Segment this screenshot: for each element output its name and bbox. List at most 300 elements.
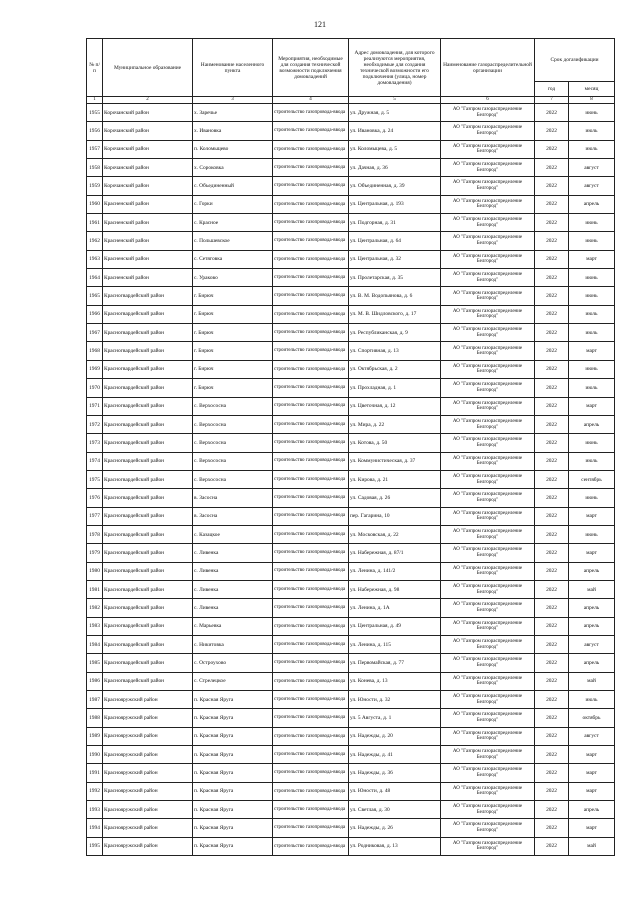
table-body (87, 104, 615, 856)
address-cell: ул. Московская, д. 22 (349, 525, 441, 543)
settlement-cell: с. Верхососна (193, 452, 273, 470)
settlement-cell: п. Красная Яруга (193, 691, 273, 709)
year-cell: 2022 (535, 580, 569, 598)
table-row (87, 305, 615, 323)
org-cell: АО "Газпром газораспределение Белгород" (441, 342, 535, 360)
org-cell: АО "Газпром газораспределение Белгород" (441, 159, 535, 177)
works-cell: строительство газопровода-ввода (273, 287, 349, 305)
address-cell: ул. Ленина, д. 141/2 (349, 562, 441, 580)
settlement-cell: с. Ливенка (193, 580, 273, 598)
table-row (87, 489, 615, 507)
settlement-cell: с. Марьевка (193, 617, 273, 635)
column-number: 4 (273, 97, 349, 104)
row-number: 1955 (87, 104, 103, 122)
municipality-cell: Красногвардейский район (103, 452, 193, 470)
address-cell: ул. Подгорная, д. 31 (349, 214, 441, 232)
header-deadline: Срок догазификации (535, 39, 615, 82)
table-row (87, 782, 615, 800)
org-cell: АО "Газпром газораспределение Белгород" (441, 801, 535, 819)
works-cell: строительство газопровода-ввода (273, 104, 349, 122)
address-cell: ул. Светлая, д. 30 (349, 801, 441, 819)
municipality-cell: Краснояружский район (103, 709, 193, 727)
row-number: 1992 (87, 782, 103, 800)
works-cell: строительство газопровода-ввода (273, 379, 349, 397)
settlement-cell: с. Верхососна (193, 434, 273, 452)
month-cell: июль (569, 691, 615, 709)
month-cell: июль (569, 305, 615, 323)
municipality-cell: Красненский район (103, 250, 193, 268)
org-cell: АО "Газпром газораспределение Белгород" (441, 654, 535, 672)
month-cell: август (569, 727, 615, 745)
municipality-cell: Красногвардейский район (103, 544, 193, 562)
settlement-cell: с. Горки (193, 195, 273, 213)
month-cell: апрель (569, 415, 615, 433)
table-row (87, 635, 615, 653)
org-cell: АО "Газпром газораспределение Белгород" (441, 562, 535, 580)
settlement-cell: с. Остроухово (193, 654, 273, 672)
address-cell: ул. Центральная, д. 49 (349, 617, 441, 635)
table-row (87, 617, 615, 635)
header-works: Мероприятия, необходимые для создания технической возможности подключения домовладений (273, 39, 349, 97)
works-cell: строительство газопровода-ввода (273, 782, 349, 800)
org-cell: АО "Газпром газораспределение Белгород" (441, 177, 535, 195)
settlement-cell: г. Бирюч (193, 342, 273, 360)
page-number: 121 (314, 20, 326, 29)
org-cell: АО "Газпром газораспределение Белгород" (441, 140, 535, 158)
works-cell: строительство газопровода-ввода (273, 525, 349, 543)
settlement-cell: г. Бирюч (193, 287, 273, 305)
org-cell: АО "Газпром газораспределение Белгород" (441, 250, 535, 268)
settlement-cell: в. Засосна (193, 489, 273, 507)
org-cell: АО "Газпром газораспределение Белгород" (441, 746, 535, 764)
table-row (87, 580, 615, 598)
header-address: Адрес домовладения, для которого реализуются мероприятия, необходимые для создания технической возможности его подключения (улица, номер домовладения) (349, 39, 441, 97)
year-cell: 2022 (535, 507, 569, 525)
month-cell: сентябрь (569, 470, 615, 488)
address-cell: ул. Ленина, д. 115 (349, 635, 441, 653)
month-cell: март (569, 782, 615, 800)
table-row (87, 691, 615, 709)
year-cell: 2022 (535, 122, 569, 140)
gasification-table (86, 38, 615, 856)
works-cell: строительство газопровода-ввода (273, 140, 349, 158)
year-cell: 2022 (535, 489, 569, 507)
org-cell: АО "Газпром газораспределение Белгород" (441, 360, 535, 378)
municipality-cell: Красненский район (103, 232, 193, 250)
address-cell: ул. Центральная, д. 193 (349, 195, 441, 213)
table-row (87, 819, 615, 837)
year-cell: 2022 (535, 617, 569, 635)
works-cell: строительство газопровода-ввода (273, 599, 349, 617)
works-cell: строительство газопровода-ввода (273, 360, 349, 378)
settlement-cell: с. Верхососна (193, 397, 273, 415)
month-cell: апрель (569, 654, 615, 672)
address-cell: ул. Надежды, д. 36 (349, 764, 441, 782)
works-cell: строительство газопровода-ввода (273, 837, 349, 855)
header-num: № п/п (87, 39, 103, 97)
table-row (87, 470, 615, 488)
municipality-cell: Корочанский район (103, 159, 193, 177)
column-number-row (87, 97, 615, 104)
org-cell: АО "Газпром газораспределение Белгород" (441, 104, 535, 122)
municipality-cell: Красногвардейский район (103, 489, 193, 507)
municipality-cell: Корочанский район (103, 140, 193, 158)
municipality-cell: Красногвардейский район (103, 360, 193, 378)
settlement-cell: с. Польшевское (193, 232, 273, 250)
settlement-cell: п. Красная Яруга (193, 782, 273, 800)
works-cell: строительство газопровода-ввода (273, 507, 349, 525)
row-number: 1987 (87, 691, 103, 709)
row-number: 1965 (87, 287, 103, 305)
month-cell: июль (569, 379, 615, 397)
table-row (87, 140, 615, 158)
municipality-cell: Красненский район (103, 214, 193, 232)
row-number: 1957 (87, 140, 103, 158)
month-cell: июль (569, 324, 615, 342)
address-cell: ул. Дачная, д. 36 (349, 159, 441, 177)
works-cell: строительство газопровода-ввода (273, 691, 349, 709)
table-row (87, 727, 615, 745)
org-cell: АО "Газпром газораспределение Белгород" (441, 837, 535, 855)
address-cell: ул. Республиканская, д. 9 (349, 324, 441, 342)
month-cell: июль (569, 452, 615, 470)
month-cell: март (569, 342, 615, 360)
works-cell: строительство газопровода-ввода (273, 305, 349, 323)
municipality-cell: Красногвардейский район (103, 672, 193, 690)
works-cell: строительство газопровода-ввода (273, 177, 349, 195)
month-cell: март (569, 746, 615, 764)
works-cell: строительство газопровода-ввода (273, 324, 349, 342)
address-cell: ул. Надежды, д. 26 (349, 819, 441, 837)
settlement-cell: с. Ливенка (193, 562, 273, 580)
year-cell: 2022 (535, 177, 569, 195)
address-cell: ул. Первомайская, д. 77 (349, 654, 441, 672)
year-cell: 2022 (535, 672, 569, 690)
month-cell: июнь (569, 525, 615, 543)
table-row (87, 764, 615, 782)
address-cell: ул. Юности, д. 48 (349, 782, 441, 800)
year-cell: 2022 (535, 837, 569, 855)
row-number: 1981 (87, 580, 103, 598)
settlement-cell: г. Бирюч (193, 305, 273, 323)
works-cell: строительство газопровода-ввода (273, 580, 349, 598)
year-cell: 2022 (535, 214, 569, 232)
works-cell: строительство газопровода-ввода (273, 562, 349, 580)
org-cell: АО "Газпром газораспределение Белгород" (441, 470, 535, 488)
municipality-cell: Красненский район (103, 269, 193, 287)
settlement-cell: п. Красная Яруга (193, 801, 273, 819)
column-number: 7 (535, 97, 569, 104)
table-row (87, 360, 615, 378)
settlement-cell: с. Объединенный (193, 177, 273, 195)
address-cell: ул. Октябрьская, д. 2 (349, 360, 441, 378)
column-number: 8 (569, 97, 615, 104)
municipality-cell: Красногвардейский район (103, 415, 193, 433)
row-number: 1978 (87, 525, 103, 543)
works-cell: строительство газопровода-ввода (273, 746, 349, 764)
month-cell: июль (569, 122, 615, 140)
row-number: 1977 (87, 507, 103, 525)
works-cell: строительство газопровода-ввода (273, 709, 349, 727)
year-cell: 2022 (535, 801, 569, 819)
works-cell: строительство газопровода-ввода (273, 415, 349, 433)
municipality-cell: Корочанский район (103, 104, 193, 122)
year-cell: 2022 (535, 709, 569, 727)
org-cell: АО "Газпром газораспределение Белгород" (441, 525, 535, 543)
municipality-cell: Красногвардейский район (103, 654, 193, 672)
municipality-cell: Краснояружский район (103, 691, 193, 709)
works-cell: строительство газопровода-ввода (273, 250, 349, 268)
year-cell: 2022 (535, 764, 569, 782)
year-cell: 2022 (535, 104, 569, 122)
year-cell: 2022 (535, 250, 569, 268)
year-cell: 2022 (535, 342, 569, 360)
year-cell: 2022 (535, 782, 569, 800)
works-cell: строительство газопровода-ввода (273, 635, 349, 653)
settlement-cell: х. Ивановка (193, 122, 273, 140)
org-cell: АО "Газпром газораспределение Белгород" (441, 195, 535, 213)
column-number: 5 (349, 97, 441, 104)
municipality-cell: Красногвардейский район (103, 342, 193, 360)
settlement-cell: г. Бирюч (193, 379, 273, 397)
org-cell: АО "Газпром газораспределение Белгород" (441, 232, 535, 250)
column-number: 1 (87, 97, 103, 104)
municipality-cell: Красногвардейский район (103, 379, 193, 397)
settlement-cell: п. Красная Яруга (193, 709, 273, 727)
row-number: 1960 (87, 195, 103, 213)
municipality-cell: Краснояружский район (103, 801, 193, 819)
month-cell: апрель (569, 562, 615, 580)
municipality-cell: Корочанский район (103, 177, 193, 195)
month-cell: август (569, 159, 615, 177)
address-cell: ул. Ленина, д. 1А (349, 599, 441, 617)
municipality-cell: Краснояружский район (103, 727, 193, 745)
table-row (87, 159, 615, 177)
org-cell: АО "Газпром газораспределение Белгород" (441, 434, 535, 452)
table-row (87, 342, 615, 360)
row-number: 1967 (87, 324, 103, 342)
works-cell: строительство газопровода-ввода (273, 434, 349, 452)
address-cell: ул. Кирова, д. 21 (349, 470, 441, 488)
works-cell: строительство газопровода-ввода (273, 617, 349, 635)
address-cell: ул. Юности, д. 32 (349, 691, 441, 709)
municipality-cell: Красногвардейский район (103, 470, 193, 488)
address-cell: ул. Дружная, д. 5 (349, 104, 441, 122)
row-number: 1966 (87, 305, 103, 323)
year-cell: 2022 (535, 727, 569, 745)
settlement-cell: п. Красная Яруга (193, 819, 273, 837)
row-number: 1983 (87, 617, 103, 635)
municipality-cell: Краснояружский район (103, 764, 193, 782)
table-row (87, 801, 615, 819)
org-cell: АО "Газпром газораспределение Белгород" (441, 544, 535, 562)
org-cell: АО "Газпром газораспределение Белгород" (441, 599, 535, 617)
month-cell: июнь (569, 269, 615, 287)
org-cell: АО "Газпром газораспределение Белгород" (441, 379, 535, 397)
works-cell: строительство газопровода-ввода (273, 764, 349, 782)
address-cell: ул. Прохладная, д. 1 (349, 379, 441, 397)
row-number: 1962 (87, 232, 103, 250)
address-cell: пер. Гагарина, 10 (349, 507, 441, 525)
address-cell: ул. Набережная, д. 98 (349, 580, 441, 598)
row-number: 1986 (87, 672, 103, 690)
table-row (87, 324, 615, 342)
month-cell: март (569, 819, 615, 837)
works-cell: строительство газопровода-ввода (273, 819, 349, 837)
row-number: 1988 (87, 709, 103, 727)
settlement-cell: с. Ливенка (193, 599, 273, 617)
org-cell: АО "Газпром газораспределение Белгород" (441, 269, 535, 287)
address-cell: ул. Родниковая, д. 13 (349, 837, 441, 855)
address-cell: ул. 5 Августа, д. 1 (349, 709, 441, 727)
table-row (87, 434, 615, 452)
row-number: 1959 (87, 177, 103, 195)
row-number: 1972 (87, 415, 103, 433)
month-cell: май (569, 837, 615, 855)
month-cell: март (569, 250, 615, 268)
year-cell: 2022 (535, 470, 569, 488)
settlement-cell: с. Казацкое (193, 525, 273, 543)
table-row (87, 177, 615, 195)
month-cell: апрель (569, 599, 615, 617)
address-cell: ул. Конева, д. 13 (349, 672, 441, 690)
header-municipality: Муниципальное образование (103, 39, 193, 97)
works-cell: строительство газопровода-ввода (273, 470, 349, 488)
address-cell: ул. Спортивная, д. 13 (349, 342, 441, 360)
settlement-cell: с. Никитовка (193, 635, 273, 653)
org-cell: АО "Газпром газораспределение Белгород" (441, 415, 535, 433)
year-cell: 2022 (535, 415, 569, 433)
municipality-cell: Краснояружский район (103, 819, 193, 837)
row-number: 1993 (87, 801, 103, 819)
table-row (87, 122, 615, 140)
header-org: Наименование газораспределительной организации (441, 39, 535, 97)
year-cell: 2022 (535, 159, 569, 177)
row-number: 1979 (87, 544, 103, 562)
works-cell: строительство газопровода-ввода (273, 269, 349, 287)
address-cell: ул. Пролетарская, д. 35 (349, 269, 441, 287)
settlement-cell: с. Ураково (193, 269, 273, 287)
org-cell: АО "Газпром газораспределение Белгород" (441, 122, 535, 140)
org-cell: АО "Газпром газораспределение Белгород" (441, 397, 535, 415)
table-row (87, 654, 615, 672)
month-cell: июнь (569, 360, 615, 378)
municipality-cell: Красненский район (103, 195, 193, 213)
settlement-cell: п. Коломыцево (193, 140, 273, 158)
settlement-cell: г. Бирюч (193, 360, 273, 378)
works-cell: строительство газопровода-ввода (273, 727, 349, 745)
header-year: год (535, 82, 569, 97)
municipality-cell: Красногвардейский район (103, 287, 193, 305)
address-cell: ул. Надежды, д. 20 (349, 727, 441, 745)
works-cell: строительство газопровода-ввода (273, 489, 349, 507)
municipality-cell: Красногвардейский район (103, 617, 193, 635)
works-cell: строительство газопровода-ввода (273, 801, 349, 819)
row-number: 1976 (87, 489, 103, 507)
address-cell: ул. Надежды, д. 41 (349, 746, 441, 764)
org-cell: АО "Газпром газораспределение Белгород" (441, 287, 535, 305)
month-cell: август (569, 635, 615, 653)
org-cell: АО "Газпром газораспределение Белгород" (441, 691, 535, 709)
year-cell: 2022 (535, 525, 569, 543)
settlement-cell: г. Бирюч (193, 324, 273, 342)
table-row (87, 269, 615, 287)
month-cell: март (569, 544, 615, 562)
year-cell: 2022 (535, 195, 569, 213)
month-cell: май (569, 580, 615, 598)
table-header-row (87, 39, 615, 82)
month-cell: июль (569, 140, 615, 158)
settlement-cell: с. Красное (193, 214, 273, 232)
row-number: 1973 (87, 434, 103, 452)
table-row (87, 214, 615, 232)
table-row (87, 250, 615, 268)
org-cell: АО "Газпром газораспределение Белгород" (441, 580, 535, 598)
month-cell: июнь (569, 214, 615, 232)
municipality-cell: Красногвардейский район (103, 599, 193, 617)
settlement-cell: с. Верхососна (193, 470, 273, 488)
address-cell: ул. В. М. Водопьянова, д. 6 (349, 287, 441, 305)
month-cell: март (569, 764, 615, 782)
org-cell: АО "Газпром газораспределение Белгород" (441, 324, 535, 342)
municipality-cell: Красногвардейский район (103, 507, 193, 525)
table-row (87, 525, 615, 543)
municipality-cell: Красногвардейский район (103, 562, 193, 580)
municipality-cell: Краснояружский район (103, 782, 193, 800)
municipality-cell: Красногвардейский район (103, 324, 193, 342)
month-cell: август (569, 177, 615, 195)
org-cell: АО "Газпром газораспределение Белгород" (441, 489, 535, 507)
address-cell: ул. Ивановка, д. 24 (349, 122, 441, 140)
settlement-cell: с. Стрелецкое (193, 672, 273, 690)
org-cell: АО "Газпром газораспределение Белгород" (441, 782, 535, 800)
settlement-cell: п. Красная Яруга (193, 837, 273, 855)
table-row (87, 746, 615, 764)
column-number: 6 (441, 97, 535, 104)
header-settlement: Наименование населенного пункта (193, 39, 273, 97)
row-number: 1969 (87, 360, 103, 378)
year-cell: 2022 (535, 269, 569, 287)
address-cell: ул. Котова, д. 50 (349, 434, 441, 452)
org-cell: АО "Газпром газораспределение Белгород" (441, 727, 535, 745)
table-row (87, 599, 615, 617)
row-number: 1989 (87, 727, 103, 745)
table-row (87, 104, 615, 122)
works-cell: строительство газопровода-ввода (273, 232, 349, 250)
address-cell: ул. Коломыцева, д. 5 (349, 140, 441, 158)
table-row (87, 544, 615, 562)
works-cell: строительство газопровода-ввода (273, 672, 349, 690)
month-cell: апрель (569, 617, 615, 635)
year-cell: 2022 (535, 562, 569, 580)
month-cell: апрель (569, 195, 615, 213)
address-cell: ул. Набережная, д. 87/1 (349, 544, 441, 562)
municipality-cell: Красногвардейский район (103, 434, 193, 452)
address-cell: ул. Мира, д. 22 (349, 415, 441, 433)
month-cell: апрель (569, 801, 615, 819)
address-cell: ул. Цветочная, д. 12 (349, 397, 441, 415)
year-cell: 2022 (535, 819, 569, 837)
works-cell: строительство газопровода-ввода (273, 452, 349, 470)
works-cell: строительство газопровода-ввода (273, 159, 349, 177)
row-number: 1968 (87, 342, 103, 360)
settlement-cell: с. Верхососна (193, 415, 273, 433)
table-row (87, 415, 615, 433)
table-row (87, 397, 615, 415)
table-row (87, 672, 615, 690)
municipality-cell: Краснояружский район (103, 837, 193, 855)
org-cell: АО "Газпром газораспределение Белгород" (441, 672, 535, 690)
